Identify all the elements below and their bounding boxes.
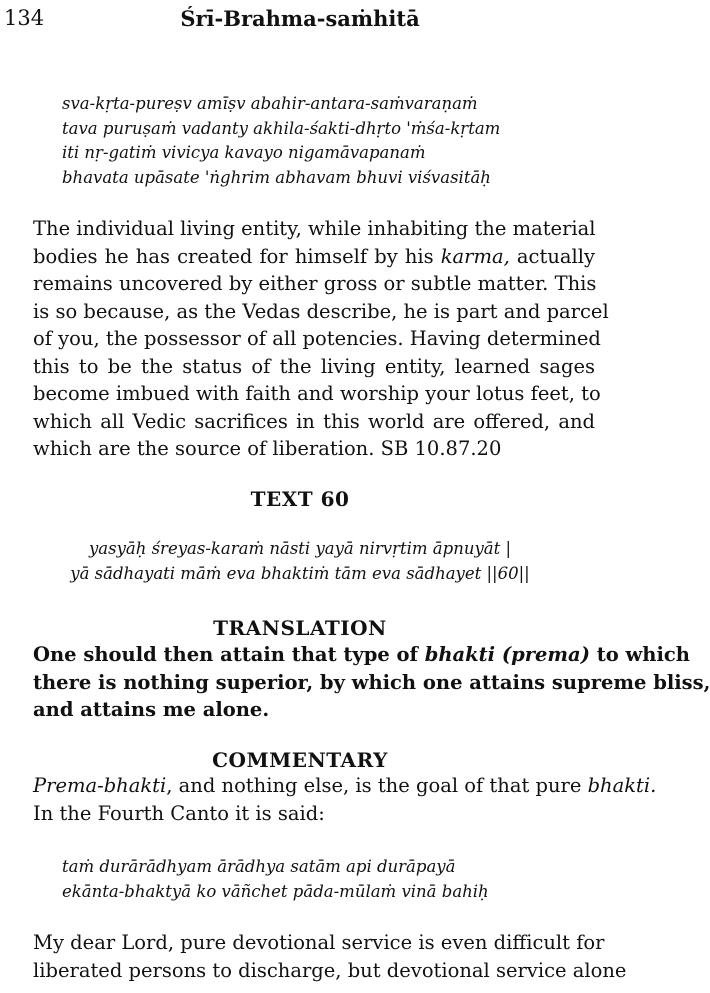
verse-quote-2 — [62, 855, 489, 904]
verse-line: bhavata upāsate 'ṅghrim abhavam bhuvi viśvasitāḥ — [62, 167, 491, 187]
sanskrit-verse — [0, 537, 600, 586]
translation-paragraph — [33, 641, 710, 724]
paragraph-line: become imbued with faith and worship your lotus feet, to — [33, 382, 601, 405]
verse-line: yā sādhayati māṁ eva bhaktiṁ tām eva sādhayet ||60|| — [70, 563, 530, 583]
paragraph-line: there is nothing superior, by which one attains supreme bliss, — [33, 670, 710, 694]
text-number-heading: TEXT 60 — [250, 487, 350, 511]
verse-line: ekānta-bhaktyā ko vāñchet pāda-mūlaṁ vinā bahiḥ — [62, 881, 489, 901]
paragraph-line: which all Vedic sacrifices in this world are offered, and — [33, 409, 595, 433]
verse-line: tava puruṣaṁ vadanty akhila-śakti-dhṛto 'ṁśa-kṛtam — [62, 118, 501, 138]
verse-line: iti nṛ-gatiṁ vivicya kavayo nigamāvapanaṁ — [62, 143, 426, 162]
paragraph-line: My dear Lord, pure devotional service is even difficult for — [33, 931, 605, 954]
paragraph-line: The individual living entity, while inhabiting the material — [33, 217, 596, 240]
page-number: 134 — [4, 6, 45, 30]
paragraph-line: of you, the possessor of all potencies. Having determined — [33, 327, 601, 350]
paragraph-line: which are the source of liberation. SB 10.87.20 — [33, 437, 502, 460]
verse-line: yasyāḥ śreyas-karaṁ nāsti yayā nirvṛtim āpnuyāt | — [88, 539, 512, 558]
commentary-heading: COMMENTARY — [212, 748, 388, 772]
italic-term: bhakti (prema) — [424, 643, 590, 666]
verse-line: taṁ durārādhyam ārādhya satām api durāpayā — [62, 857, 456, 876]
purport-paragraph-2 — [33, 929, 627, 984]
paragraph-line: and attains me alone. — [33, 698, 270, 721]
paragraph-line: remains uncovered by either gross or subtle matter. This — [33, 272, 597, 295]
italic-term: karma, — [440, 244, 510, 268]
verse-quote-1 — [62, 92, 500, 190]
running-title: Śrī-Brahma-saṁhitā — [180, 6, 420, 31]
paragraph-line: this to be the status of the living entity, learned sages — [33, 354, 595, 378]
paragraph-line: One should then attain that type of bhakti (prema) to which — [33, 643, 690, 666]
translation-heading: TRANSLATION — [213, 616, 387, 640]
paragraph-line: bodies he has created for himself by his karma, actually — [33, 244, 595, 268]
verse-line: sva-kṛta-pureṣv amīṣv abahir-antara-saṁvaraṇaṁ — [62, 94, 478, 113]
paragraph-line: Prema-bhakti, and nothing else, is the goal of that pure bhakti. — [33, 774, 657, 797]
purport-paragraph-1 — [33, 215, 609, 463]
paragraph-line: is so because, as the Vedas describe, he is part and parcel — [33, 299, 609, 323]
italic-term: Prema-bhakti — [33, 774, 167, 797]
commentary-paragraph — [33, 772, 657, 827]
paragraph-line: In the Fourth Canto it is said: — [33, 801, 325, 825]
paragraph-line: liberated persons to discharge, but devotional service alone — [33, 958, 627, 982]
italic-term: bhakti. — [587, 774, 657, 797]
